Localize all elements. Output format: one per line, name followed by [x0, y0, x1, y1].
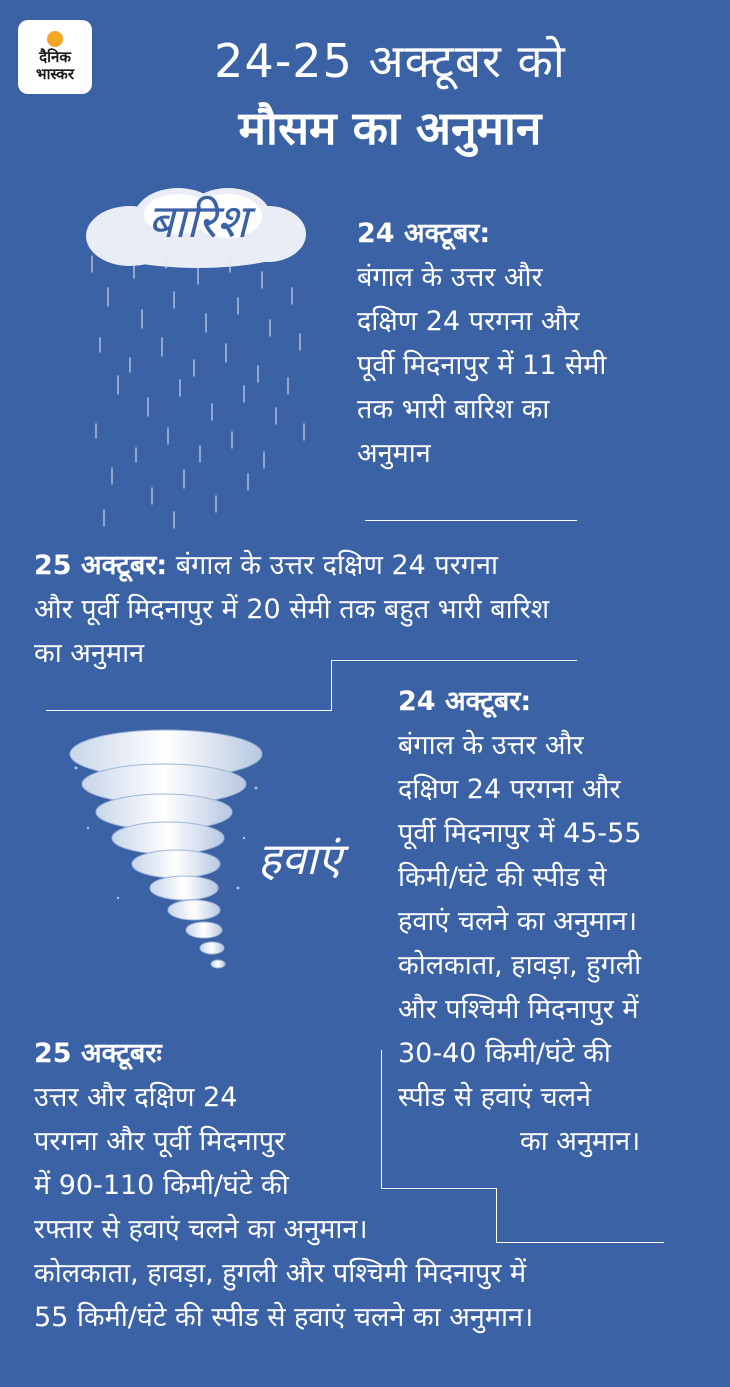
winds-oct24-line: दक्षिण 24 परगना और	[398, 774, 621, 805]
winds-oct24-line: पूर्वी मिदनापुर में 45-55	[398, 818, 642, 849]
winds-oct24-line: हवाएं चलने का अनुमान।	[398, 906, 638, 937]
logo-line-2: भास्कर	[36, 65, 74, 83]
winds-oct25-line: कोलकाता, हावड़ा, हुगली और पश्चिमी मिदनापुर में	[34, 1258, 527, 1289]
rain-oct24-heading: 24 अक्टूबर:	[357, 218, 491, 249]
divider-line	[46, 710, 332, 711]
page-title-line-2: मौसम का अनुमान	[238, 101, 542, 155]
rain-oct25-line: का अनुमान	[34, 638, 145, 669]
winds-oct24-line: किमी/घंटे की स्पीड से	[398, 862, 607, 893]
winds-oct25-line: में 90-110 किमी/घंटे की	[34, 1170, 289, 1201]
winds-oct25-line: परगना और पूर्वी मिदनापुर	[34, 1126, 286, 1157]
divider-line	[365, 520, 577, 521]
divider-line	[331, 660, 332, 710]
tornado-icon	[48, 718, 268, 978]
winds-oct24-line: 30-40 किमी/घंटे की	[398, 1038, 611, 1069]
winds-oct25-block	[34, 1032, 533, 1340]
winds-oct25-heading: 25 अक्टूबरः	[34, 1038, 162, 1069]
rain-oct25-line: और पूर्वी मिदनापुर में 20 सेमी तक बहुत भारी बारिश	[34, 594, 550, 625]
winds-oct24-line: कोलकाता, हावड़ा, हुगली	[398, 950, 642, 981]
winds-oct25-line: 55 किमी/घंटे की स्पीड से हवाएं चलने का अनुमान।	[34, 1302, 534, 1333]
winds-oct24-heading: 24 अक्टूबर:	[398, 686, 532, 717]
rain-oct25-block	[34, 544, 549, 676]
winds-oct24-line: बंगाल के उत्तर और	[398, 730, 584, 761]
winds-label: हवाएं	[258, 834, 342, 885]
rain-oct25-heading: 25 अक्टूबर:	[34, 550, 168, 581]
rain-oct24-line: बंगाल के उत्तर और	[357, 262, 543, 293]
rain-oct24-block	[357, 212, 606, 476]
rain-oct24-line: तक भारी बारिश का	[357, 394, 550, 425]
rain-drops-graphic	[78, 248, 318, 538]
logo-line-1: दैनिक	[39, 48, 71, 66]
rain-oct24-line: दक्षिण 24 परगना और	[357, 306, 580, 337]
rain-oct25-line-1-text: बंगाल के उत्तर दक्षिण 24 परगना	[167, 550, 498, 581]
winds-oct25-line: उत्तर और दक्षिण 24	[34, 1082, 238, 1113]
rain-oct24-line: अनुमान	[357, 438, 431, 469]
page-title-line-1: 24-25 अक्टूबर को	[214, 34, 566, 88]
winds-oct24-line: और पश्चिमी मिदनापुर में	[398, 994, 639, 1025]
winds-oct24-line: स्पीड से हवाएं चलने	[398, 1082, 591, 1113]
rain-oct24-line: पूर्वी मिदनापुर में 11 सेमी	[357, 350, 607, 381]
rain-oct25-line	[34, 544, 549, 588]
rain-label: बारिश	[147, 194, 249, 248]
winds-oct24-line: का अनुमान।	[520, 1126, 641, 1157]
winds-oct25-line: रफ्तार से हवाएं चलने का अनुमान।	[34, 1214, 368, 1245]
divider-line	[331, 660, 577, 661]
